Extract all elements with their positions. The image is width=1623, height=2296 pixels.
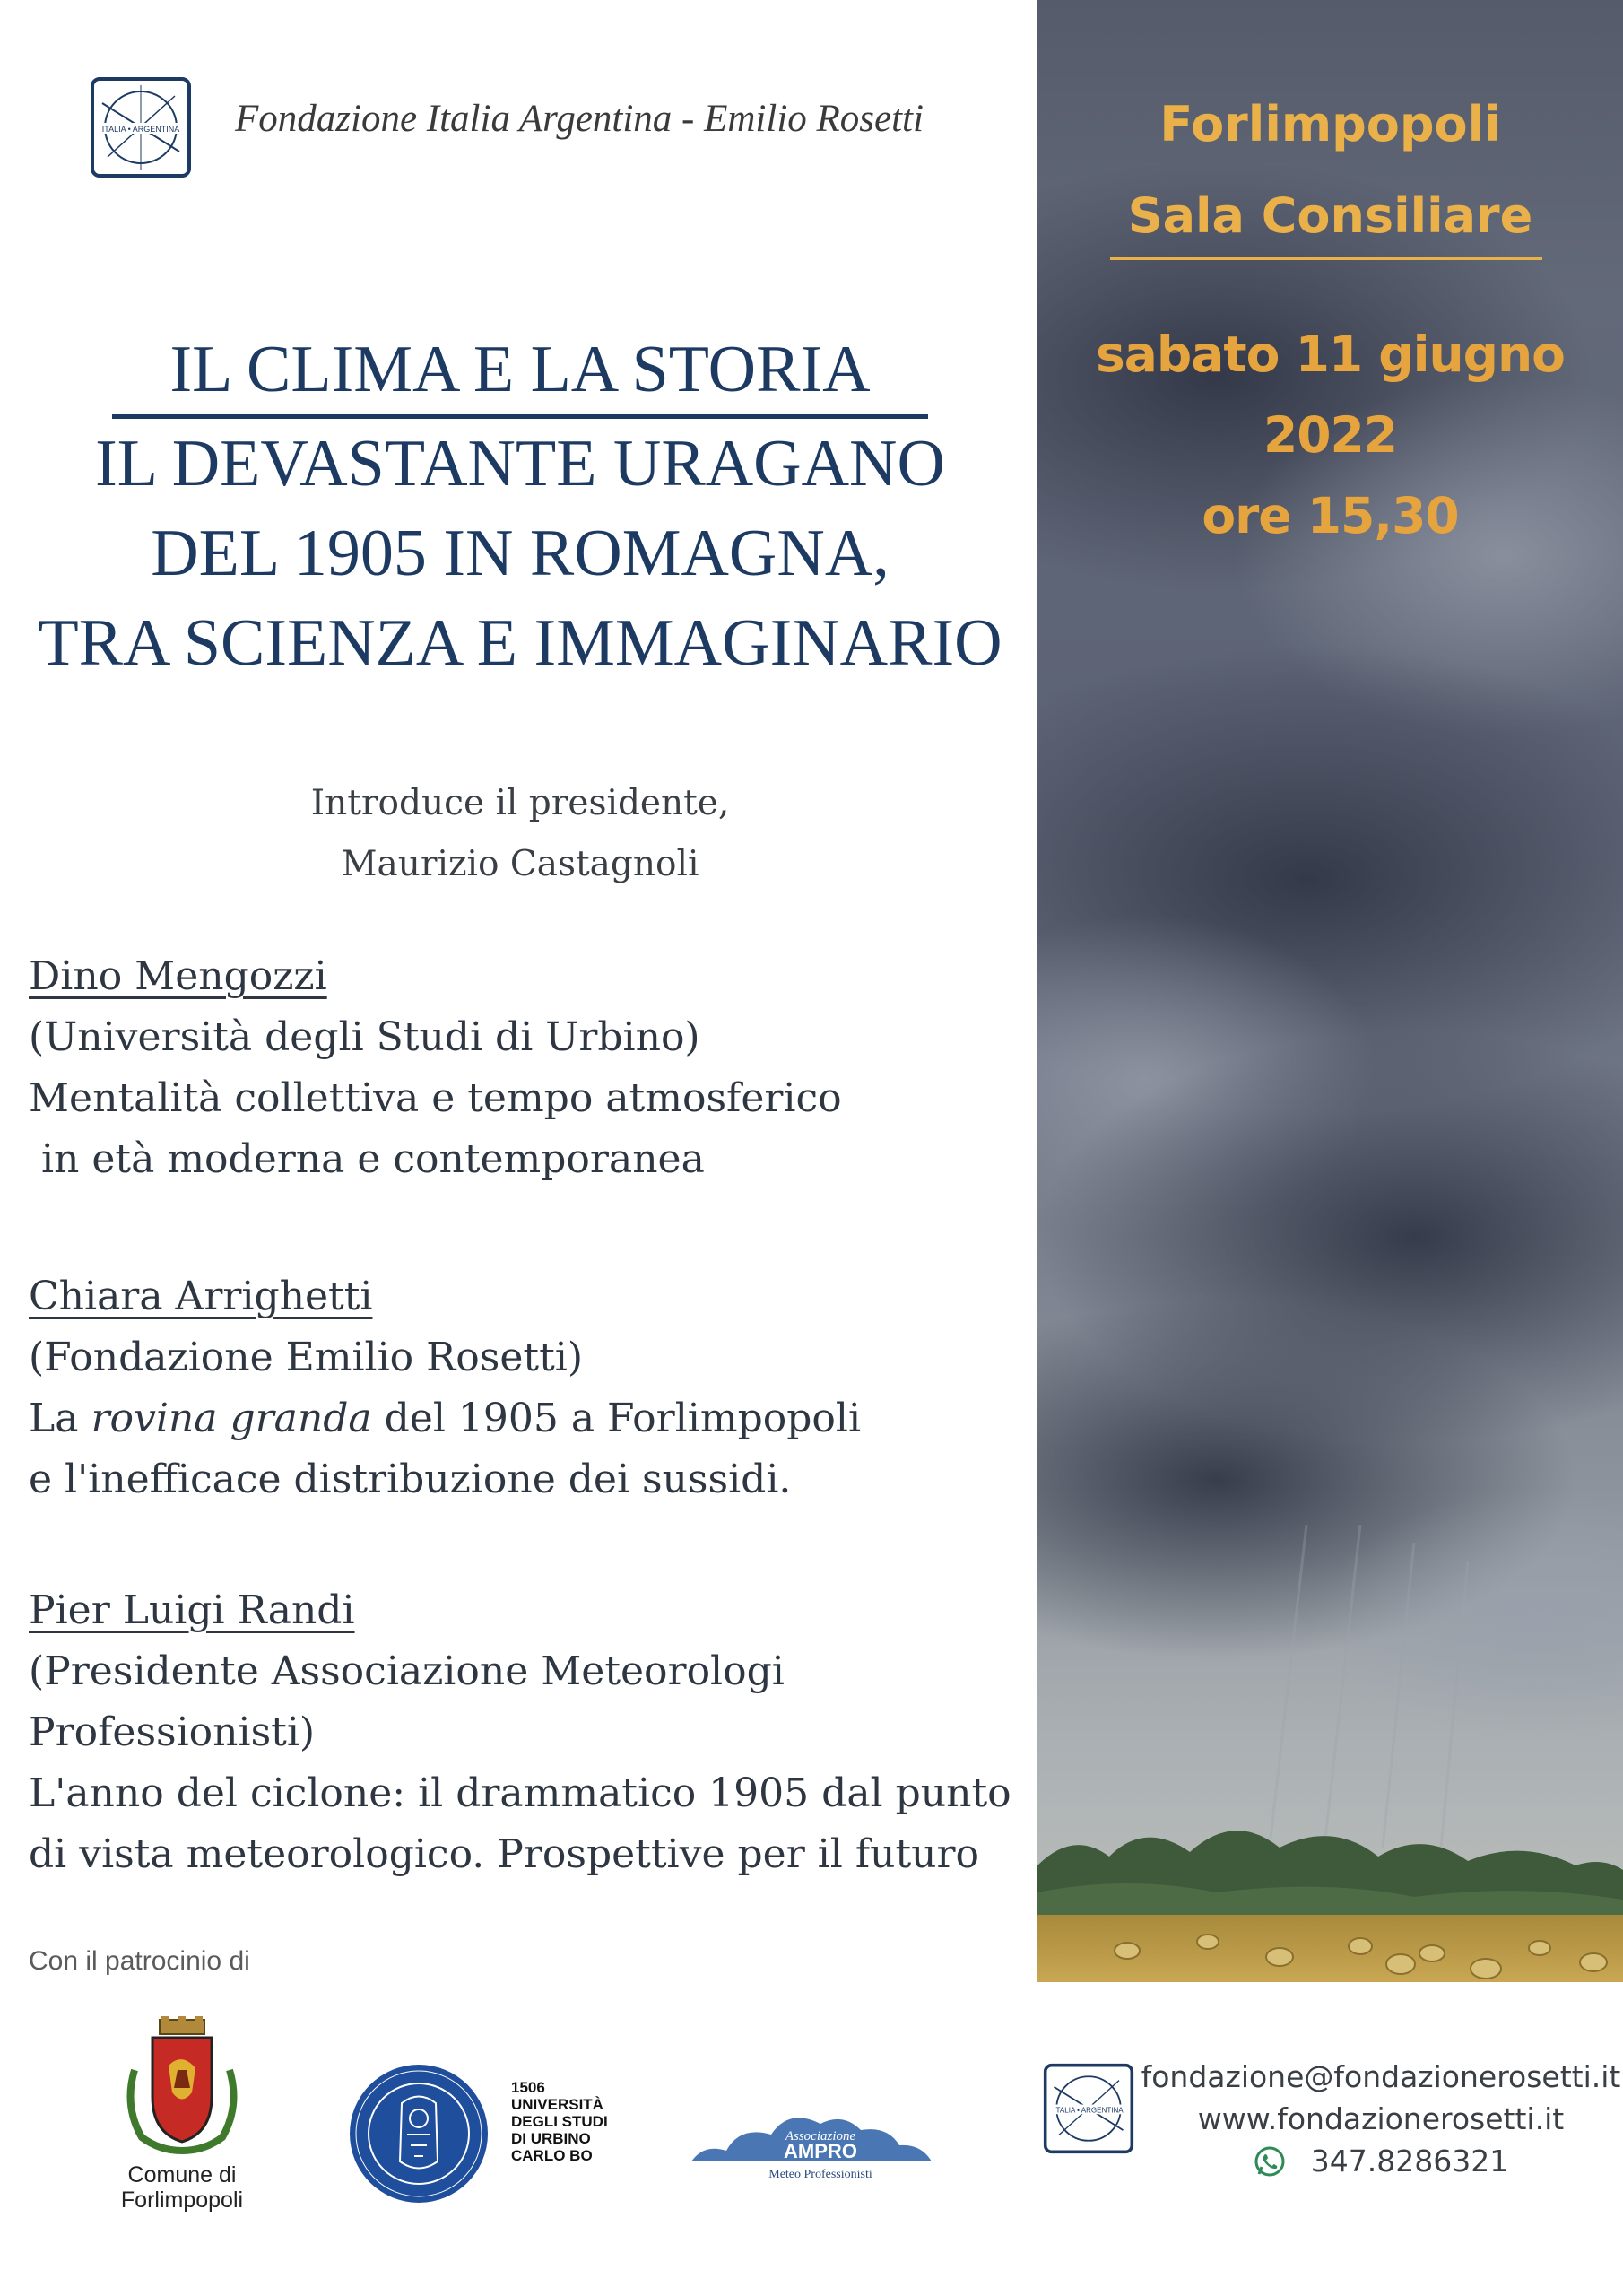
comune-coat-of-arms-icon (115, 2016, 249, 2158)
whatsapp-icon (1254, 2145, 1286, 2178)
svg-text:ITALIA • ARGENTINA: ITALIA • ARGENTINA (1054, 2106, 1124, 2115)
fondazione-logo (1043, 2063, 1134, 2154)
fondazione-logo (90, 76, 192, 178)
title-line-4: TRA SCIENZA E IMMAGINARIO (38, 606, 1002, 680)
comune-label (115, 2162, 249, 2213)
event-time: ore 15,30 (1202, 487, 1459, 544)
talk-title-line (29, 1388, 861, 1449)
uniurb-name (511, 2079, 608, 2164)
comune-label-line: Forlimpopoli (120, 2187, 244, 2213)
speaker-affiliation: (Fondazione Emilio Rosetti) (29, 1335, 583, 1380)
speaker-affiliation: (Università degli Studi di Urbino) (29, 1014, 700, 1060)
talk-italic-text: rovina granda (91, 1396, 372, 1441)
title-line-2: IL DEVASTANTE URAGANO (95, 427, 945, 500)
website-link[interactable]: www.fondazionerosetti.it (1197, 2101, 1565, 2136)
svg-text:Meteo Professionisti: Meteo Professionisti (768, 2168, 872, 2181)
patronage-label: Con il patrocinio di (29, 1946, 250, 1976)
speaker-block (29, 1266, 861, 1510)
uniurb-name-line: UNIVERSITÀ (511, 2096, 603, 2113)
email-link[interactable]: fondazione@fondazionerosetti.it (1141, 2059, 1621, 2094)
talk-title-line: Mentalità collettiva e tempo atmosferico (29, 1075, 842, 1121)
event-title (0, 325, 1040, 688)
svg-text:ITALIA • ARGENTINA: ITALIA • ARGENTINA (101, 125, 180, 134)
title-line-3: DEL 1905 IN ROMAGNA, (151, 517, 890, 590)
talk-title-line: in età moderna e contemporanea (29, 1136, 705, 1182)
svg-text:AMPRO: AMPRO (784, 2140, 857, 2162)
speaker-name: Pier Luigi Randi (29, 1587, 355, 1633)
intro-line-1: Introduce il presidente, (310, 783, 730, 823)
talk-title-line: L'anno del ciclone: il drammatico 1905 dal punto (29, 1770, 1011, 1816)
speaker-name: Chiara Arrighetti (29, 1274, 373, 1319)
talk-text: del 1905 a Forlimpopoli (371, 1396, 862, 1441)
talk-title-line: di vista meteorologico. Prospettive per il futuro (29, 1831, 980, 1877)
uniurb-name-line: CARLO BO (511, 2147, 593, 2164)
comune-label-line: Comune di (127, 2162, 237, 2187)
uniurb-year: 1506 (511, 2079, 545, 2096)
speaker-affiliation: Professionisti) (29, 1709, 316, 1755)
storm-sky-photo (1037, 0, 1623, 1982)
intro-line-2: Maurizio Castagnoli (341, 844, 699, 884)
venue-divider (1110, 257, 1542, 260)
speaker-block (29, 946, 842, 1190)
uniurb-name-line: DI URBINO (511, 2130, 591, 2147)
speaker-affiliation: (Presidente Associazione Meteorologi (29, 1648, 785, 1694)
event-date: sabato 11 giugno 2022 (1096, 326, 1565, 464)
event-datetime (1037, 314, 1623, 556)
speaker-name: Dino Mengozzi (29, 953, 327, 999)
svg-text:Associazione: Associazione (785, 2129, 856, 2144)
intro-text (0, 773, 1040, 895)
uniurb-name-line: DEGLI STUDI (511, 2113, 608, 2130)
uniurb-seal-icon (348, 2063, 490, 2205)
venue-block (1037, 79, 1623, 262)
speaker-block (29, 1580, 1011, 1885)
event-city: Forlimpopoli (1159, 96, 1501, 152)
organization-name: Fondazione Italia Argentina - Emilio Rosetti (235, 98, 924, 140)
event-venue: Sala Consiliare (1127, 187, 1533, 244)
comune-logo (115, 2016, 249, 2213)
phone-row[interactable] (1254, 2140, 1508, 2182)
ampro-logo (686, 2090, 937, 2188)
talk-text: La (29, 1396, 91, 1441)
talk-title-line: e l'inefficace distribuzione dei sussidi. (29, 1457, 792, 1502)
phone-number: 347.8286321 (1310, 2144, 1509, 2179)
title-line-1: IL CLIMA E LA STORIA (169, 333, 871, 406)
contact-info (1139, 2056, 1623, 2188)
